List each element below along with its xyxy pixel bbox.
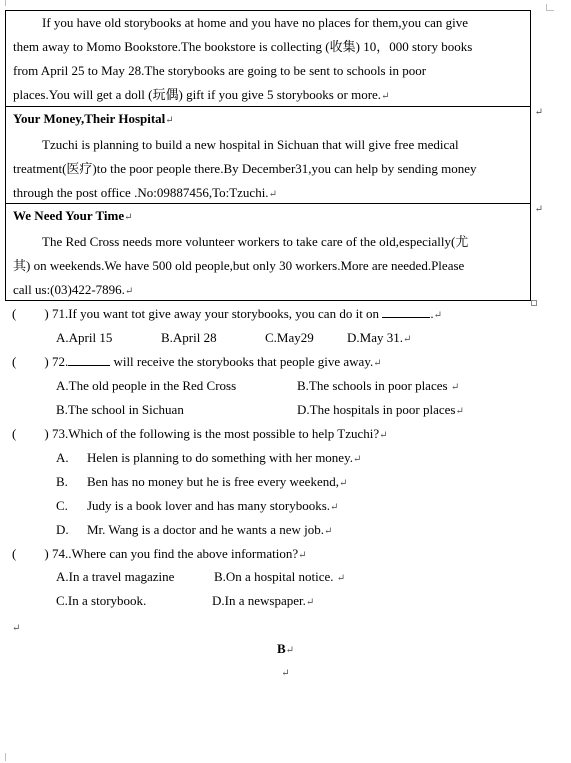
passage-time-text [6,204,530,304]
passage-time-line-3: call us:(03)422-7896.↵ [13,282,134,297]
passage-time-line-1: The Red Cross needs more volunteer workers to take care of the old,especially(尤 [42,234,469,249]
q72-option-d: D.The hospitals in poor places↵ [297,402,464,417]
crop-mark-top-right [546,10,554,11]
passage-intro-line-1: If you have old storybooks at home and you have no places for them,you can give [42,15,468,30]
passage-intro-line-3: from April 25 to May 28.The storybooks are going to be sent to schools in poor [13,63,427,78]
q73-option-c-letter: C. [56,498,68,513]
passage-intro-line-4: places.You will get a doll (玩偶) gift if you give 5 storybooks or more.↵ [13,87,390,102]
q71-option-a: A.April 15 [56,330,113,345]
q74-option-d: D.In a newspaper.↵ [212,593,315,608]
passage-hospital-text [6,107,530,207]
answer-blank [382,305,430,318]
q73-option-b-letter: B. [56,474,68,489]
q73-option-a-letter: A. [56,450,69,465]
question-71: ( ) 71.If you want tot give away your storybooks, you can do it on .↵ [12,306,442,321]
q71-option-c: C.May29 [265,330,314,345]
q73-option-d: Mr. Wang is a doctor and he wants a new job.↵ [87,522,333,537]
q73-option-c: Judy is a book lover and has many storybooks.↵ [87,498,339,513]
section-heading-hospital: Your Money,Their Hospital↵ [13,111,174,126]
paragraph-mark: ↵ [12,623,21,634]
question-74: ( ) 74..Where can you find the above information?↵ [12,546,307,561]
row-mark: ↵ [534,107,543,118]
passage-intro-cell [5,11,531,107]
question-72: ( ) 72. will receive the storybooks that people give away.↵ [12,354,382,369]
q73-option-b: Ben has no money but he is free every weekend,↵ [87,474,348,489]
passage-time-line-2: 其) on weekends.We have 500 old people,but only 30 workers.More are needed.Please [13,258,465,273]
table-resize-handle[interactable] [531,300,537,306]
q72-option-a: A.The old people in the Red Cross [56,378,237,393]
crop-mark-bottom-left [5,753,6,761]
q72-option-b: B.The schools in poor places ↵ [297,378,460,393]
row-mark: ↵ [534,204,543,215]
passage-table [5,10,543,301]
passage-hospital-line-1: Tzuchi is planning to build a new hospital in Sichuan that will give free medical [42,137,459,152]
paragraph-mark: ↵ [281,668,290,679]
q72-option-c: B.The school in Sichuan [56,402,184,417]
q71-option-b: B.April 28 [161,330,217,345]
passage-intro-line-2: them away to Momo Bookstore.The bookstore is collecting (收集) 10，000 story books [13,39,473,54]
q74-option-c: C.In a storybook. [56,593,147,608]
q71-option-d: D.May 31.↵ [347,330,412,345]
passage-hospital-line-3: through the post office .No:09887456,To:Tzuchi.↵ [13,185,277,200]
q73-option-d-letter: D. [56,522,69,537]
section-heading-time: We Need Your Time↵ [13,208,133,223]
q74-option-a: A.In a travel magazine [56,569,175,584]
question-73: ( ) 73.Which of the following is the most possible to help Tzuchi?↵ [12,426,388,441]
passage-time-cell [5,204,543,301]
passage-intro-text [6,11,530,109]
section-b-heading: B↵ [276,641,295,656]
q73-option-a: Helen is planning to do something with her money.↵ [87,450,362,465]
crop-mark-top-left [5,0,6,6]
answer-blank [68,353,110,366]
passage-hospital-cell [5,107,543,204]
passage-hospital-line-2: treatment(医疗)to the poor people there.By December31,you can help by sending money [13,161,477,176]
crop-mark-top-right-vertical [546,4,547,11]
q74-option-b: B.On a hospital notice. ↵ [214,569,346,584]
